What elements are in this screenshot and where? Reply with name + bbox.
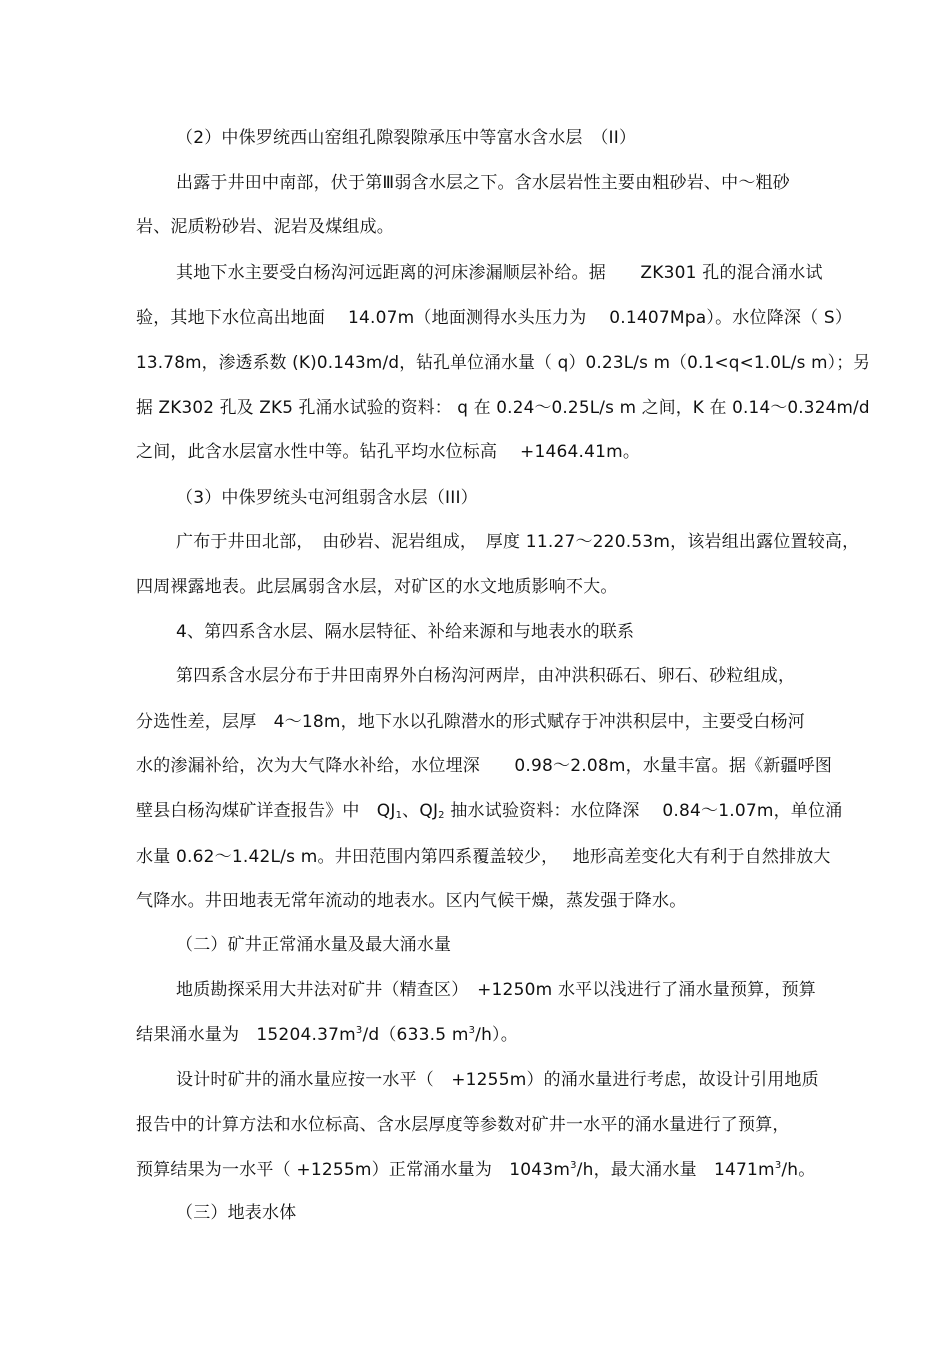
paragraph-line: 设计时矿井的涌水量应按一水平（ +1255m）的涌水量进行考虑，故设计引用地质 <box>176 1070 819 1090</box>
superscript: 3 <box>468 1025 476 1036</box>
heading-aquifer-2: （2）中侏罗统西山窑组孔隙裂隙承压中等富水含水层 （II） <box>176 128 637 148</box>
heading-aquifer-3: （3）中侏罗统头屯河组弱含水层（III） <box>176 488 478 508</box>
superscript: 3 <box>355 1025 363 1036</box>
superscript: 3 <box>570 1160 577 1171</box>
paragraph-line: 四周裸露地表。此层属弱含水层，对矿区的水文地质影响不大。 <box>136 577 618 597</box>
paragraph-line: 水的渗漏补给，次为大气降水补给，水位埋深 0.98～2.08m，水量丰富。据《新疆呼图 <box>136 756 833 776</box>
text-run: /d（633.5 m <box>362 1025 469 1045</box>
paragraph-line: 报告中的计算方法和水位标高、含水层厚度等参数对矿井一水平的涌水量进行了预算， <box>136 1115 790 1135</box>
text-run: /h）。 <box>475 1025 518 1045</box>
paragraph-line <box>136 1159 815 1181</box>
paragraph-line: 第四系含水层分布于井田南界外白杨沟河两岸，由冲洪积砾石、卵石、砂粒组成， <box>176 666 796 686</box>
heading-surface-water: （三）地表水体 <box>176 1203 297 1223</box>
text-run: 抽水试验资料：水位降深 0.84～1.07m，单位涌 <box>444 801 843 821</box>
paragraph-line: 验，其地下水位高出地面 14.07m（地面测得水头压力为 0.1407Mpa）。水位降深（ S） <box>136 308 853 328</box>
text-run: 壁县白杨沟煤矿详查报告》中 QJ <box>136 801 396 821</box>
text-run: 、QJ <box>402 801 439 821</box>
paragraph-line <box>136 1024 518 1046</box>
paragraph-line: 广布于井田北部， 由砂岩、泥岩组成， 厚度 11.27～220.53m，该岩组出露位置较高， <box>176 532 860 552</box>
superscript: 3 <box>774 1160 782 1171</box>
paragraph-line: 出露于井田中南部，伏于第Ⅲ弱含水层之下。含水层岩性主要由粗砂岩、中～粗砂 <box>176 173 790 193</box>
text-run: /h，最大涌水量 1471m <box>576 1160 775 1180</box>
text-run: /h。 <box>781 1160 816 1180</box>
paragraph-line: 其地下水主要受白杨沟河远距离的河床渗漏顺层补给。据 ZK301 孔的混合涌水试 <box>176 263 823 283</box>
heading-quaternary: 4、第四系含水层、隔水层特征、补给来源和与地表水的联系 <box>176 622 635 642</box>
paragraph-line: 分选性差，层厚 4～18m，地下水以孔隙潜水的形式赋存于冲洪积层中，主要受白杨河 <box>136 712 806 732</box>
subscript: 1 <box>395 810 403 821</box>
text-run: 结果涌水量为 15204.37m <box>136 1025 356 1045</box>
subscript: 2 <box>438 810 445 821</box>
heading-water-inflow: （二）矿井正常涌水量及最大涌水量 <box>176 935 452 955</box>
paragraph-line: 据 ZK302 孔及 ZK5 孔涌水试验的资料： q 在 0.24～0.25L/s m 之间，K 在 0.14～0.324m/d <box>136 398 870 418</box>
paragraph-line: 岩、泥质粉砂岩、泥岩及煤组成。 <box>136 217 394 237</box>
paragraph-line: 水量 0.62～1.42L/s m。井田范围内第四系覆盖较少， 地形高差变化大有利于自然排放大 <box>136 847 831 867</box>
paragraph-line <box>136 800 842 822</box>
paragraph-line: 气降水。井田地表无常年流动的地表水。区内气候干燥，蒸发强于降水。 <box>136 891 687 911</box>
paragraph-line: 地质勘探采用大井法对矿井（精查区） +1250m 水平以浅进行了涌水量预算，预算 <box>176 980 816 1000</box>
paragraph-line: 之间，此含水层富水性中等。钻孔平均水位标高 +1464.41m。 <box>136 442 641 462</box>
text-run: 预算结果为一水平（ +1255m）正常涌水量为 1043m <box>136 1160 571 1180</box>
paragraph-line: 13.78m，渗透系数 (K)0.143m/d，钻孔单位涌水量（ q）0.23L/s m（0.1<q<1.0L/s m）；另 <box>136 353 871 373</box>
